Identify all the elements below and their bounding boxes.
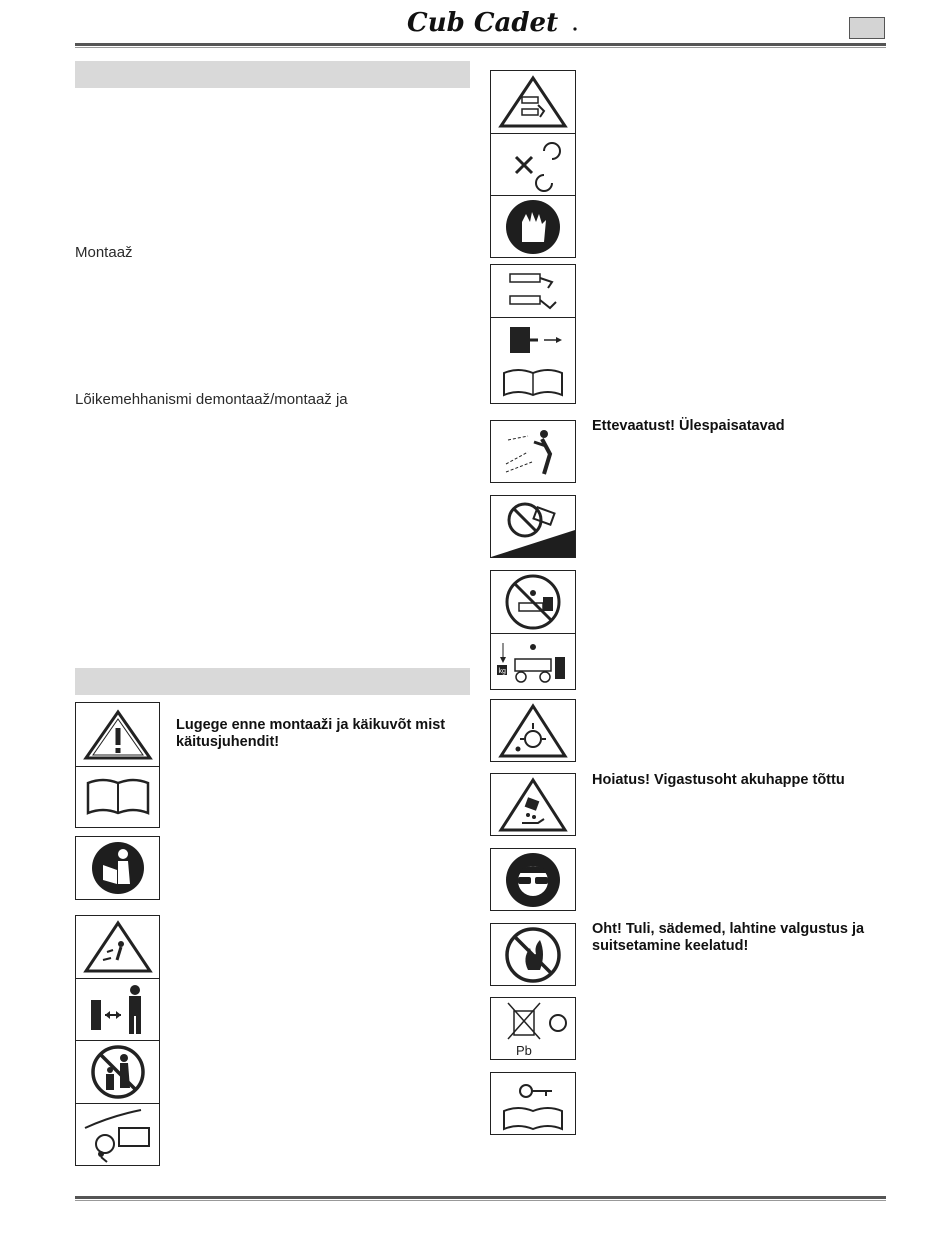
hand-injury-warning-icon xyxy=(491,71,575,133)
symbol-thrown-objects xyxy=(490,420,576,483)
explosion-warning-icon xyxy=(491,700,575,761)
header-rule-thin xyxy=(75,47,886,48)
max-load-icon xyxy=(491,633,575,690)
keep-distance-icon xyxy=(76,978,159,1040)
thrown-objects-person-icon xyxy=(491,421,575,482)
kg-label: kg xyxy=(498,668,506,675)
brand-logo xyxy=(405,6,580,36)
symbol-battery-acid xyxy=(490,773,576,836)
protective-gloves-icon xyxy=(491,195,575,258)
symbol-read-manual xyxy=(75,836,160,900)
lever-positions-icon xyxy=(491,265,575,317)
eye-protection-icon xyxy=(491,849,575,910)
symbol-explosion xyxy=(490,699,576,762)
blade-rotation-icon xyxy=(491,133,575,195)
disconnect-spark-plug-icon xyxy=(491,317,575,404)
no-passengers-icon xyxy=(491,571,575,633)
symbol-ignition-key xyxy=(490,1072,576,1135)
thrown-objects-warning-icon xyxy=(76,916,159,978)
ignition-key-manual-icon xyxy=(491,1073,575,1134)
no-fire-icon xyxy=(491,924,575,985)
header-rule xyxy=(75,43,886,46)
symbol-stack-service xyxy=(490,264,576,404)
section-band-2 xyxy=(75,668,470,695)
heading-cutter-removal: Lõikemehhanismi demontaaž/montaaž ja xyxy=(75,391,348,408)
rollover-crush-icon xyxy=(76,1103,159,1166)
symbol-no-fire xyxy=(490,923,576,986)
symbol-slope xyxy=(490,495,576,558)
battery-disposal-pb-icon xyxy=(491,998,575,1059)
pb-label: Pb xyxy=(516,1042,532,1058)
open-book-icon xyxy=(76,766,159,828)
language-tab xyxy=(849,17,885,39)
caption-read-manual: Lugege enne montaaži ja käikuvõt mist käitusjuhendit! xyxy=(176,717,446,750)
battery-acid-warning-icon xyxy=(491,774,575,835)
brand-logo-text: Cub Cadet xyxy=(407,8,559,36)
footer-rule-thin xyxy=(75,1200,886,1201)
symbol-stack-read-manual xyxy=(75,702,160,828)
footer-rule xyxy=(75,1196,886,1199)
caption-no-fire: Oht! Tuli, sädemed, lahtine valgustus ja suitsetamine keelatud! xyxy=(592,921,865,954)
symbol-stack-passengers xyxy=(490,570,576,690)
caption-battery-acid: Hoiatus! Vigastusoht akuhappe tõttu xyxy=(592,772,845,788)
caption-thrown-objects: Ettevaatust! Ülespaisatavad xyxy=(592,418,785,434)
slope-tip-over-icon xyxy=(491,496,575,557)
read-manual-icon xyxy=(76,837,159,899)
symbol-battery-disposal xyxy=(490,997,576,1060)
symbol-stack-thrown-objects xyxy=(75,915,160,1166)
section-band-1 xyxy=(75,61,470,88)
symbol-stack-hand-injury xyxy=(490,70,576,258)
no-persons-icon xyxy=(76,1040,159,1103)
warning-triangle-icon xyxy=(76,703,159,766)
symbol-eye-protection xyxy=(490,848,576,911)
heading-assembly: Montaaž xyxy=(75,244,133,261)
